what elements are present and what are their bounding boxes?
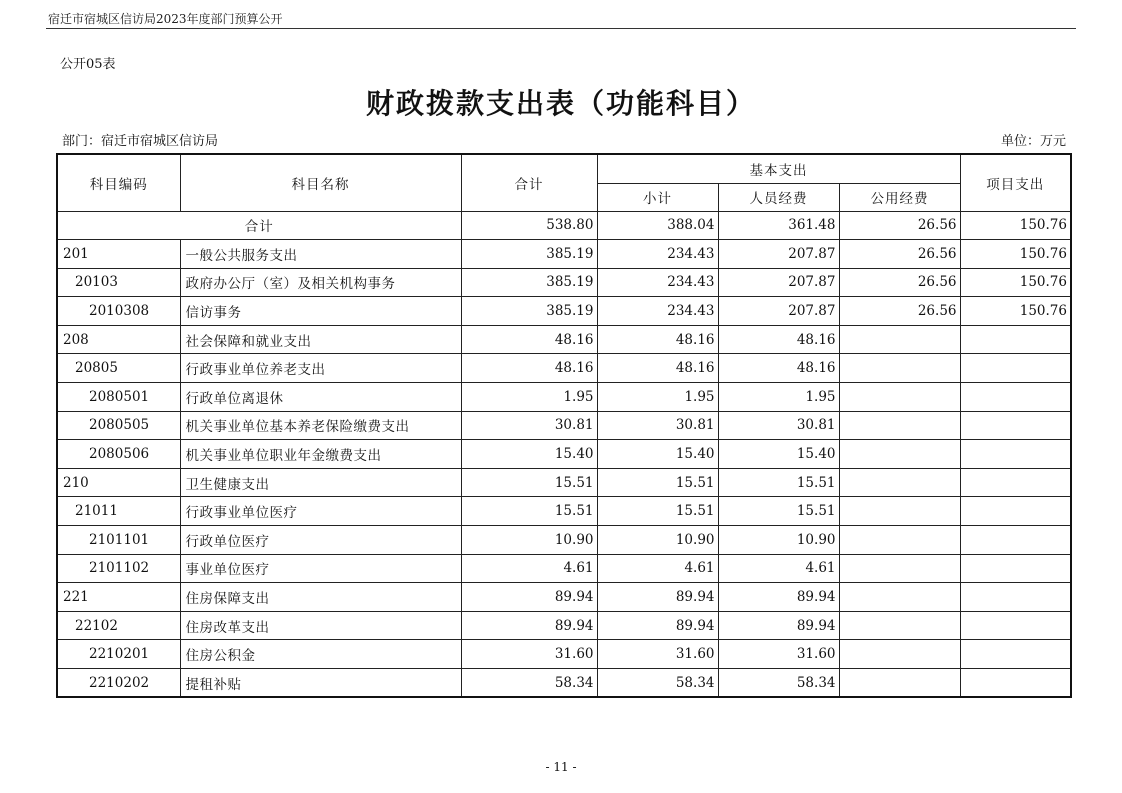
cell-subtotal: 10.90 (597, 526, 718, 555)
cell-subtotal: 4.61 (597, 554, 718, 583)
cell-total: 385.19 (461, 297, 597, 326)
cell-project (960, 611, 1071, 640)
cell-code: 208 (57, 325, 180, 354)
table-row (57, 297, 1071, 326)
cell-subtotal: 58.34 (597, 669, 718, 698)
cell-personnel: 89.94 (718, 583, 839, 612)
header-rule (46, 28, 1076, 29)
cell-name: 行政单位医疗 (180, 526, 461, 555)
cell-subtotal: 1.95 (597, 383, 718, 412)
table-row (57, 669, 1071, 698)
cell-subtotal: 89.94 (597, 583, 718, 612)
cell-name: 政府办公厅（室）及相关机构事务 (180, 268, 461, 297)
cell-subtotal: 31.60 (597, 640, 718, 669)
page-number: - 11 - (545, 760, 577, 774)
header-subtotal: 小计 (597, 183, 718, 211)
table-row (57, 383, 1071, 412)
cell-public (839, 497, 960, 526)
cell-name: 事业单位医疗 (180, 554, 461, 583)
cell-personnel: 58.34 (718, 669, 839, 698)
cell-name: 行政事业单位医疗 (180, 497, 461, 526)
cell-personnel: 10.90 (718, 526, 839, 555)
cell-subtotal: 30.81 (597, 411, 718, 440)
cell-total: 15.40 (461, 440, 597, 469)
cell-public (839, 611, 960, 640)
cell-personnel: 1.95 (718, 383, 839, 412)
cell-total: 15.51 (461, 468, 597, 497)
cell-project (960, 354, 1071, 383)
cell-public (839, 526, 960, 555)
cell-total: 385.19 (461, 268, 597, 297)
cell-total: 89.94 (461, 583, 597, 612)
cell-total: 48.16 (461, 354, 597, 383)
cell-subtotal: 48.16 (597, 354, 718, 383)
table-number: 公开05表 (60, 57, 116, 72)
running-header: 宿迁市宿城区信访局2023年度部门预算公开 (48, 12, 283, 26)
cell-code: 21011 (57, 497, 180, 526)
cell-public (839, 411, 960, 440)
cell-subtotal: 234.43 (597, 297, 718, 326)
table-row (57, 554, 1071, 583)
cell-project (960, 411, 1071, 440)
header-basic: 基本支出 (597, 154, 960, 183)
cell-name: 住房保障支出 (180, 583, 461, 612)
table-row (57, 497, 1071, 526)
table-row (57, 411, 1071, 440)
cell-personnel: 15.51 (718, 497, 839, 526)
cell-subtotal: 89.94 (597, 611, 718, 640)
cell-project (960, 440, 1071, 469)
cell-subtotal: 15.40 (597, 440, 718, 469)
cell-code: 2210202 (57, 669, 180, 698)
cell-project (960, 526, 1071, 555)
cell-public: 26.56 (839, 240, 960, 269)
cell-project (960, 640, 1071, 669)
cell-project: 150.76 (960, 297, 1071, 326)
cell-name: 行政单位离退休 (180, 383, 461, 412)
cell-project (960, 583, 1071, 612)
cell-public (839, 669, 960, 698)
total-row-personnel: 361.48 (718, 211, 839, 240)
cell-total: 385.19 (461, 240, 597, 269)
cell-personnel: 30.81 (718, 411, 839, 440)
total-row-subtotal: 388.04 (597, 211, 718, 240)
cell-name: 行政事业单位养老支出 (180, 354, 461, 383)
cell-total: 48.16 (461, 325, 597, 354)
cell-public: 26.56 (839, 268, 960, 297)
header-name: 科目名称 (180, 154, 461, 211)
cell-code: 2210201 (57, 640, 180, 669)
cell-name: 机关事业单位基本养老保险缴费支出 (180, 411, 461, 440)
cell-name: 提租补贴 (180, 669, 461, 698)
cell-project (960, 325, 1071, 354)
table-row (57, 468, 1071, 497)
cell-code: 22102 (57, 611, 180, 640)
cell-code: 20103 (57, 268, 180, 297)
cell-name: 机关事业单位职业年金缴费支出 (180, 440, 461, 469)
cell-code: 2101101 (57, 526, 180, 555)
cell-public (839, 468, 960, 497)
total-row-public: 26.56 (839, 211, 960, 240)
unit-label: 单位：万元 (1000, 134, 1066, 149)
table-row (57, 526, 1071, 555)
header-personnel: 人员经费 (718, 183, 839, 211)
cell-project: 150.76 (960, 268, 1071, 297)
header-total: 合计 (461, 154, 597, 211)
cell-project (960, 554, 1071, 583)
total-row (57, 211, 1071, 240)
cell-public (839, 440, 960, 469)
total-row-project: 150.76 (960, 211, 1071, 240)
cell-code: 201 (57, 240, 180, 269)
cell-code: 2080506 (57, 440, 180, 469)
cell-subtotal: 15.51 (597, 497, 718, 526)
cell-name: 社会保障和就业支出 (180, 325, 461, 354)
table-row (57, 640, 1071, 669)
cell-project: 150.76 (960, 240, 1071, 269)
cell-name: 信访事务 (180, 297, 461, 326)
cell-subtotal: 234.43 (597, 240, 718, 269)
cell-code: 221 (57, 583, 180, 612)
cell-total: 89.94 (461, 611, 597, 640)
cell-name: 住房公积金 (180, 640, 461, 669)
department-label: 部门：宿迁市宿城区信访局 (62, 134, 219, 149)
cell-personnel: 48.16 (718, 354, 839, 383)
table-row (57, 611, 1071, 640)
cell-total: 1.95 (461, 383, 597, 412)
cell-name: 卫生健康支出 (180, 468, 461, 497)
cell-subtotal: 48.16 (597, 325, 718, 354)
cell-name: 一般公共服务支出 (180, 240, 461, 269)
cell-total: 30.81 (461, 411, 597, 440)
table-row (57, 325, 1071, 354)
header-public: 公用经费 (839, 183, 960, 211)
cell-total: 15.51 (461, 497, 597, 526)
table-row (57, 583, 1071, 612)
cell-public: 26.56 (839, 297, 960, 326)
cell-total: 10.90 (461, 526, 597, 555)
cell-personnel: 48.16 (718, 325, 839, 354)
cell-public (839, 325, 960, 354)
cell-project (960, 383, 1071, 412)
header-project: 项目支出 (960, 154, 1071, 211)
cell-total: 31.60 (461, 640, 597, 669)
cell-public (839, 554, 960, 583)
cell-code: 2101102 (57, 554, 180, 583)
cell-public (839, 583, 960, 612)
table-row (57, 240, 1071, 269)
cell-personnel: 207.87 (718, 268, 839, 297)
cell-project (960, 669, 1071, 698)
header-code: 科目编码 (57, 154, 180, 211)
cell-code: 2010308 (57, 297, 180, 326)
cell-total: 58.34 (461, 669, 597, 698)
cell-personnel: 4.61 (718, 554, 839, 583)
cell-project (960, 468, 1071, 497)
cell-total: 4.61 (461, 554, 597, 583)
cell-personnel: 15.40 (718, 440, 839, 469)
cell-public (839, 640, 960, 669)
budget-table (56, 153, 1072, 698)
cell-subtotal: 234.43 (597, 268, 718, 297)
cell-personnel: 207.87 (718, 297, 839, 326)
cell-code: 2080505 (57, 411, 180, 440)
cell-subtotal: 15.51 (597, 468, 718, 497)
cell-personnel: 89.94 (718, 611, 839, 640)
cell-public (839, 383, 960, 412)
cell-code: 20805 (57, 354, 180, 383)
cell-code: 2080501 (57, 383, 180, 412)
cell-code: 210 (57, 468, 180, 497)
cell-personnel: 31.60 (718, 640, 839, 669)
total-row-total: 538.80 (461, 211, 597, 240)
cell-personnel: 207.87 (718, 240, 839, 269)
cell-name: 住房改革支出 (180, 611, 461, 640)
cell-project (960, 497, 1071, 526)
table-row (57, 440, 1071, 469)
total-row-label: 合计 (57, 211, 461, 240)
page-title: 财政拨款支出表（功能科目） (365, 87, 756, 120)
table-row (57, 354, 1071, 383)
cell-personnel: 15.51 (718, 468, 839, 497)
cell-public (839, 354, 960, 383)
table-row (57, 268, 1071, 297)
